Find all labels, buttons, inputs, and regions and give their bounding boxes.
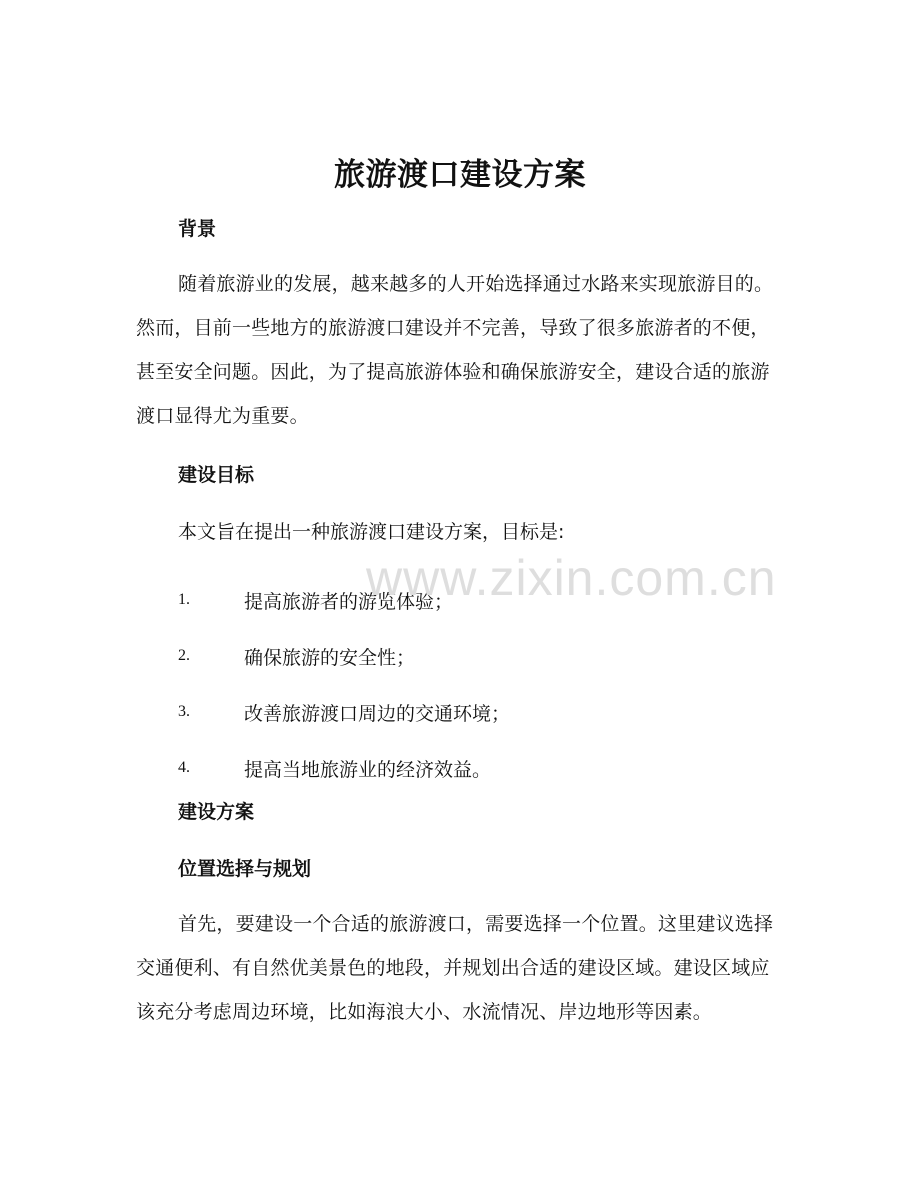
list-item-number: 2. [178,647,190,664]
list-item [178,572,738,628]
location-paragraph: 首先，要建设一个合适的旅游渡口，需要选择一个位置。这里建议选择交通便利、有自然优美景色的地段，并规划出合适的建设区域。建设区域应该充分考虑周边环境，比如海浪大小、水流情况、岸边地形等因素。 [136,913,774,1023]
list-item-text: 提高旅游者的游览体验； [244,590,454,613]
list-item-text: 确保旅游的安全性； [244,646,416,669]
list-item [178,684,738,740]
goals-list [178,572,738,796]
subsection-heading-location: 位置选择与规划 [178,858,312,880]
list-item-number: 1. [178,591,190,608]
document-title: 旅游渡口建设方案 [334,157,586,193]
list-item [178,740,738,796]
list-item-number: 4. [178,759,190,776]
background-paragraph: 随着旅游业的发展，越来越多的人开始选择通过水路来实现旅游目的。然而，目前一些地方的旅游渡口建设并不完善，导致了很多旅游者的不便，甚至安全问题。因此，为了提高旅游体验和确保旅游安全，建设合适的旅游渡口显得尤为重要。 [136,273,774,427]
list-item-text: 改善旅游渡口周边的交通环境； [244,702,511,725]
list-item [178,628,738,684]
goals-intro: 本文旨在提出一种旅游渡口建设方案，目标是: [178,521,565,543]
section-heading-goals: 建设目标 [178,464,255,486]
section-heading-background: 背景 [178,218,217,240]
list-item-text: 提高当地旅游业的经济效益。 [244,758,492,781]
section-heading-plan: 建设方案 [178,801,255,823]
list-item-number: 3. [178,703,190,720]
watermark: www.zixin.com.cn [366,550,777,606]
